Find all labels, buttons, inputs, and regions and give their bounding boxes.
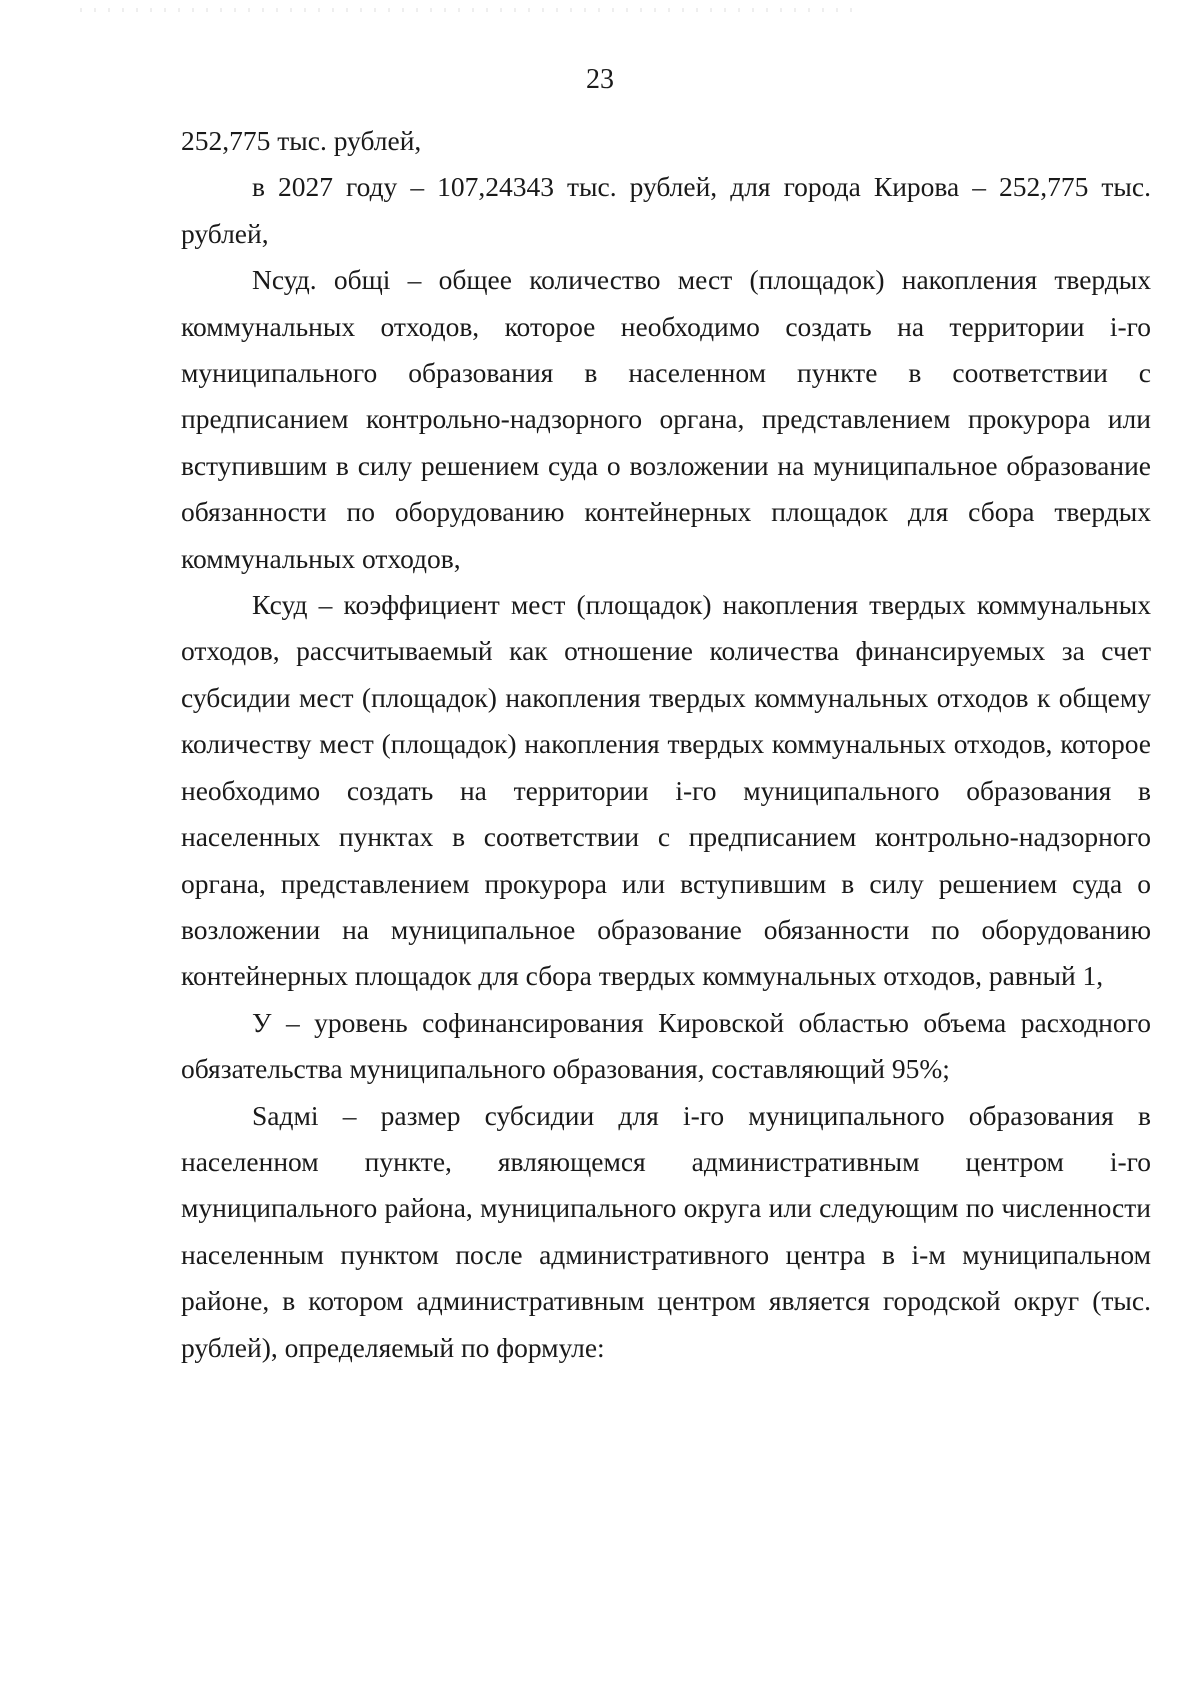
page-number: 23 — [586, 64, 614, 95]
paragraph-ksud-definition: Ксуд – коэффициент мест (площадок) накопления твердых коммунальных отходов, рассчитываемый как отношение количества финансируемых за счет субсидии мест (площадок) накопления твердых коммунальных отходов к общему количеству мест (площадок) накопления твердых коммунальных отходов, которое необходимо создать на территории i-го муниципального образования в населенных пунктах в соответствии с предписанием контрольно-надзорного органа, представлением прокурора или вступившим в силу решением суда о возложении на муниципальное образование обязанности по оборудованию контейнерных площадок для сбора твердых коммунальных отходов, равный 1, — [181, 589, 1151, 992]
paragraph-cofinancing-level: У – уровень софинансирования Кировской областью объема расходного обязательства муниципального образования, составляющий 95%; — [181, 1006, 1151, 1085]
scan-artifact — [80, 8, 860, 12]
document-body — [181, 118, 1151, 1371]
paragraph-2027-amount: в 2027 году – 107,24343 тыс. рублей, для города Кирова – 252,775 тыс. рублей, — [181, 171, 1151, 249]
paragraph-sadm-definition: Sадмi – размер субсидии для i-го муниципального образования в населенном пункте, являющемся административным центром i-го муниципального района, муниципального округа или следующим по численности населенным пунктом после административного центра в i-м муниципальном районе, в котором административным центром является городской округ (тыс. рублей), определяемый по формуле: — [181, 1099, 1151, 1363]
paragraph-amount-continuation: 252,775 тыс. рублей, — [181, 125, 422, 156]
paragraph-nsud-definition: Nсуд. общi – общее количество мест (площадок) накопления твердых коммунальных отходов, которое необходимо создать на территории i-го муниципального образования в населенном пункте в соответствии с предписанием контрольно-надзорного органа, представлением прокурора или вступившим в силу решением суда о возложении на муниципальное образование обязанности по оборудованию контейнерных площадок для сбора твердых коммунальных отходов, — [181, 264, 1151, 574]
